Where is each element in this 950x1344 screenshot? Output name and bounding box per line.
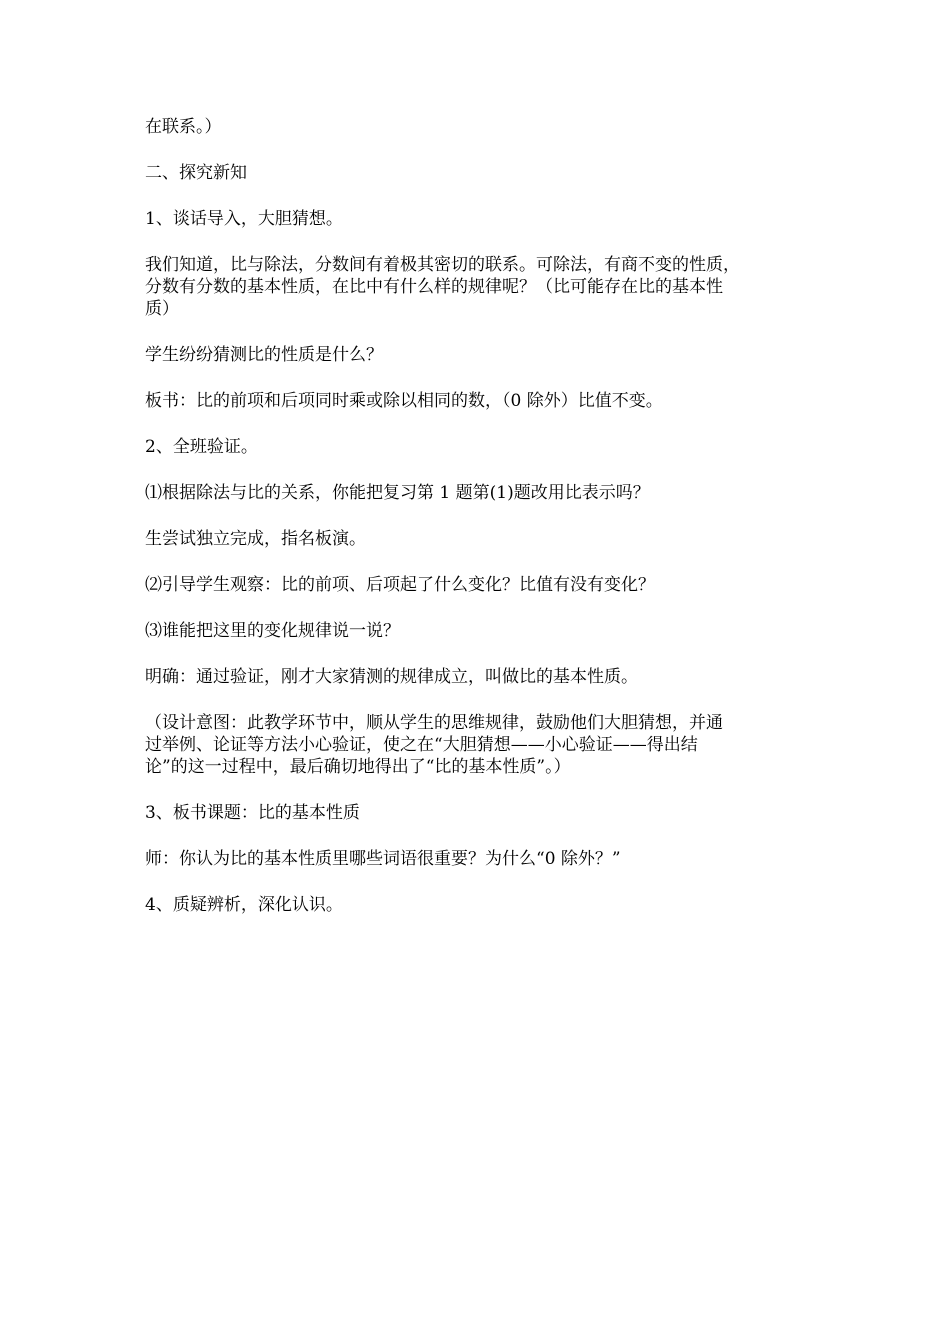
text-line: 分数有分数的基本性质，在比中有什么样的规律呢？（比可能存在比的基本性 — [145, 277, 723, 297]
paragraph-try — [145, 528, 805, 550]
paragraph-item-3 — [145, 620, 805, 642]
paragraph-conclusion — [145, 666, 805, 688]
text-line: ⑵引导学生观察：比的前项、后项起了什么变化？比值有没有变化？ — [145, 575, 655, 595]
text-line: ⑶谁能把这里的变化规律说一说？ — [145, 621, 400, 641]
text-line: 学生纷纷猜测比的性质是什么？ — [145, 345, 383, 365]
text-line: 二、探究新知 — [145, 163, 247, 183]
step-3-heading — [145, 802, 805, 824]
text-line: 在联系。） — [145, 117, 222, 137]
step-4-heading — [145, 894, 805, 916]
paragraph-intro — [145, 254, 805, 320]
paragraph-1 — [145, 116, 805, 138]
text-line: 师：你认为比的基本性质里哪些词语很重要？为什么“0 除外？” — [145, 849, 621, 869]
text-line: 生尝试独立完成，指名板演。 — [145, 529, 366, 549]
text-line: 明确：通过验证，刚才大家猜测的规律成立，叫做比的基本性质。 — [145, 667, 638, 687]
text-line: 2、全班验证。 — [145, 437, 258, 457]
paragraph-design-intent — [145, 712, 805, 778]
text-line: 1、谈话导入，大胆猜想。 — [145, 209, 343, 229]
section-heading-explore — [145, 162, 805, 184]
text-line: 质） — [145, 299, 179, 319]
paragraph-guess — [145, 344, 805, 366]
text-line: （设计意图：此教学环节中，顺从学生的思维规律，鼓励他们大胆猜想，并通 — [145, 713, 723, 733]
paragraph-teacher-question — [145, 848, 805, 870]
document-body — [145, 116, 805, 940]
paragraph-board-note — [145, 390, 805, 412]
text-line: 我们知道，比与除法，分数间有着极其密切的联系。可除法，有商不变的性质， — [145, 255, 740, 275]
paragraph-item-1 — [145, 482, 805, 504]
text-line: 4、质疑辨析，深化认识。 — [145, 895, 343, 915]
text-line: 过举例、论证等方法小心验证，使之在“大胆猜想——小心验证——得出结 — [145, 735, 698, 755]
text-line: 论”的这一过程中，最后确切地得出了“比的基本性质”。） — [145, 757, 571, 777]
step-2-heading — [145, 436, 805, 458]
text-line: 板书：比的前项和后项同时乘或除以相同的数，（0 除外）比值不变。 — [145, 391, 663, 411]
paragraph-item-2 — [145, 574, 805, 596]
text-line: 3、板书课题：比的基本性质 — [145, 803, 360, 823]
text-line: ⑴根据除法与比的关系，你能把复习第 1 题第(1)题改用比表示吗？ — [145, 483, 650, 503]
step-1-heading — [145, 208, 805, 230]
